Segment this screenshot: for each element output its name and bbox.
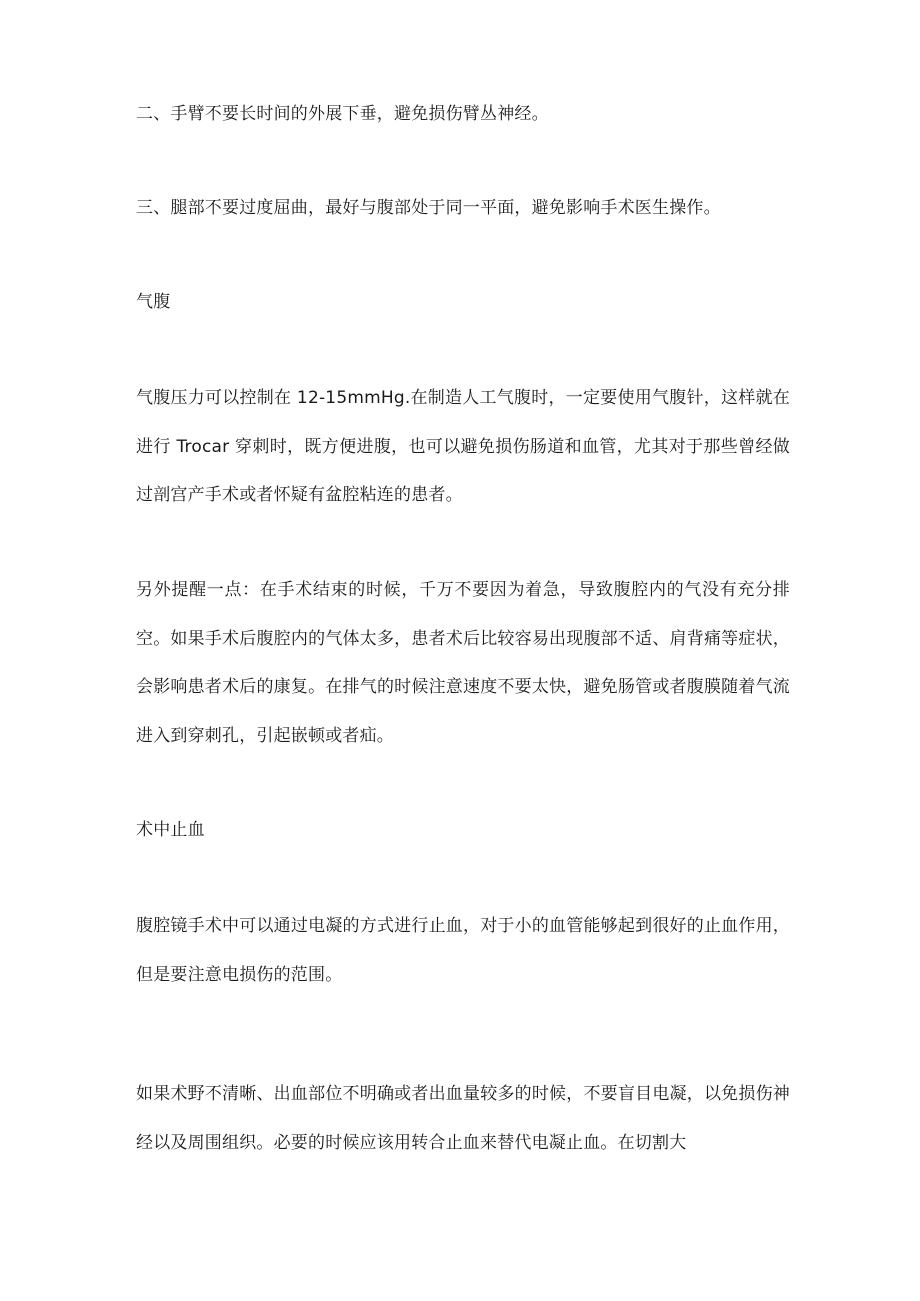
section-heading-hemostasis: 术中止血 (136, 820, 205, 840)
paragraph-gas-evacuation: 另外提醒一点：在手术结束的时候，千万不要因为着急，导致腹腔内的气没有充分排空。如果手术后腹腔内的气体太多，患者术后比较容易出现腹部不适、肩背痛等症状，会影响患者术后的康复。在排气的时候注意速度不要太快，避免肠管或者腹膜随着气流进入到穿刺孔，引起嵌顿或者疝。 (136, 580, 790, 746)
paragraph-electrocoagulation: 腹腔镜手术中可以通过电凝的方式进行止血，对于小的血管能够起到很好的止血作用，但是要注意电损伤的范围。 (136, 916, 790, 985)
paragraph-bleeding-control: 如果术野不清晰、出血部位不明确或者出血量较多的时候，不要盲目电凝，以免损伤神经以及周围组织。必要的时候应该用转合止血来替代电凝止血。在切割大 (136, 1084, 790, 1153)
section-heading-pneumoperitoneum: 气腹 (136, 292, 171, 312)
paragraph-arm-position: 二、手臂不要长时间的外展下垂，避免损伤臂丛神经。 (136, 104, 549, 124)
paragraph-pneumoperitoneum-pressure: 气腹压力可以控制在 12-15mmHg.在制造人工气腹时，一定要使用气腹针，这样就在进行 Trocar 穿刺时，既方便进腹，也可以避免损伤肠道和血管，尤其对于那些曾经做过剖宫产手术或者怀疑有盆腔粘连的患者。 (136, 388, 790, 505)
paragraph-leg-position: 三、腿部不要过度屈曲，最好与腹部处于同一平面，避免影响手术医生操作。 (136, 198, 721, 218)
